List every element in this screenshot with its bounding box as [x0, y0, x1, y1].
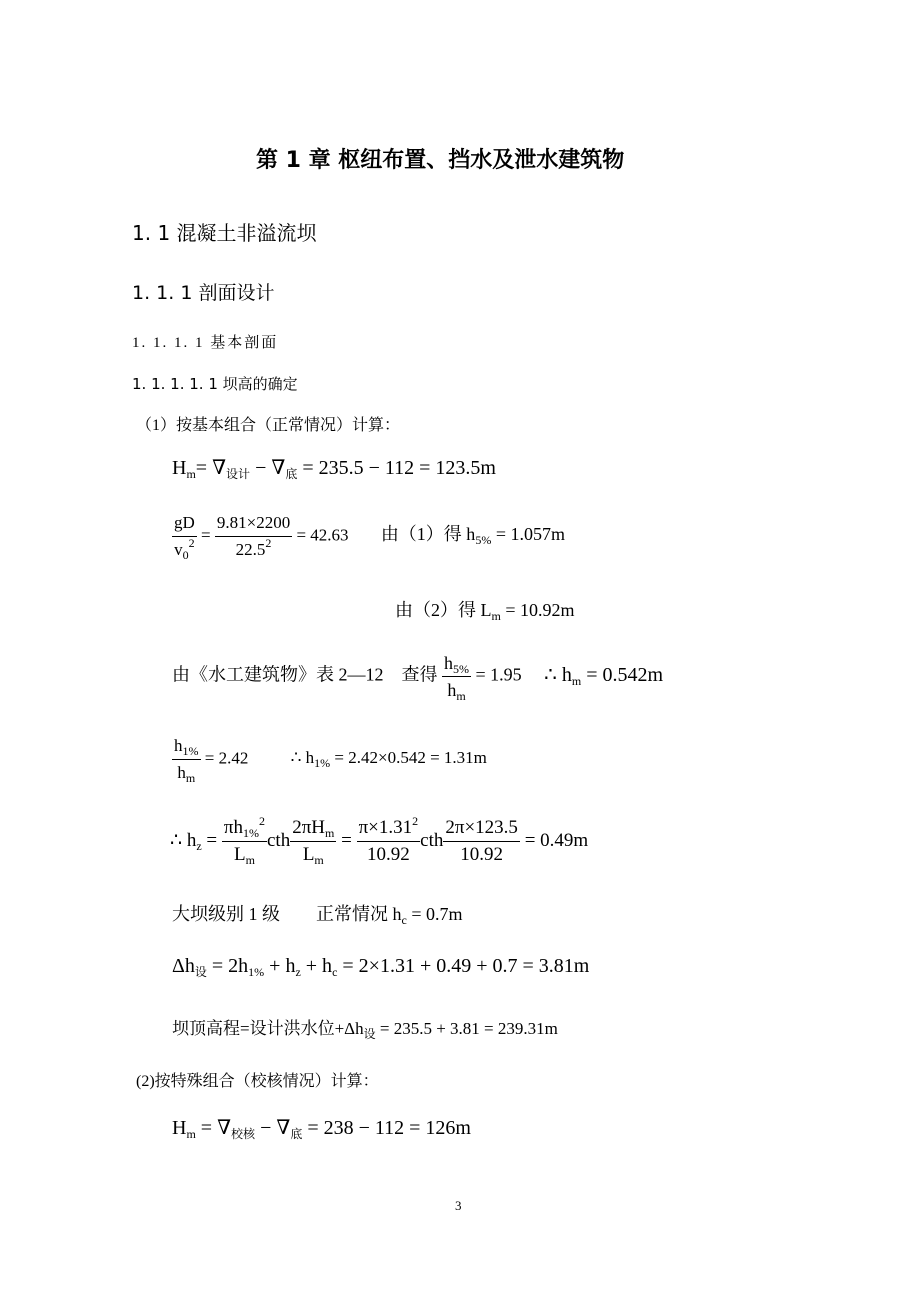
eq5-num-base: h — [174, 736, 183, 755]
case2-heading: (2)按特殊组合（校核情况）计算： — [136, 1073, 379, 1090]
equation-h5-ratio — [172, 650, 663, 703]
case1-heading: （1）按基本组合（正常情况）计算： — [136, 417, 401, 434]
eq6-f1-den-sub: m — [245, 853, 255, 867]
eq6-f2-num-base: 2πH — [292, 817, 326, 838]
eq6-f2-den — [290, 842, 336, 868]
eq2-note-prefix: 由（1）得 h — [380, 524, 476, 545]
equation-h1-ratio — [172, 733, 487, 786]
eq9-text: 坝顶高程=设计洪水位+Δh — [172, 1019, 364, 1038]
eq10-lhs-sub: m — [186, 1127, 196, 1141]
eq8-d-sub: c — [332, 965, 338, 979]
eq10-sub1: 校核 — [231, 1127, 256, 1141]
eq5-therefore-rest: = 2.42×0.542 = 1.31m — [330, 748, 487, 768]
eq2-den-sub: 0 — [182, 548, 189, 562]
eq10-lhs: H — [172, 1117, 187, 1139]
eq9-sub: 设 — [363, 1027, 376, 1041]
eq6-f2-num-sub: m — [325, 826, 335, 840]
eq2-rden-sup: 2 — [265, 536, 272, 550]
equation-lm — [395, 596, 575, 622]
eq5-therefore-sub: 1% — [314, 756, 331, 771]
eq4-den-sub: m — [456, 689, 466, 703]
eq2-note-sub: 5% — [475, 533, 492, 548]
eq6-f1-num-sup: 2 — [258, 814, 265, 828]
equation-hc — [172, 900, 462, 926]
eq1-sub1: 设计 — [226, 467, 251, 481]
eq8-d: + h — [300, 955, 333, 977]
eq8-rest: = 2×1.31 + 0.49 + 0.7 = 3.81m — [337, 955, 590, 977]
eq4-num-base: h — [444, 653, 453, 673]
eq5-therefore — [290, 748, 487, 771]
equation-crest-elevation — [172, 1014, 558, 1039]
page-number: 3 — [455, 1198, 462, 1213]
eq10-sym2: − ∇ — [255, 1117, 291, 1139]
eq9-rest: = 235.5 + 3.81 = 239.31m — [375, 1019, 558, 1038]
eq6-f1-num-sub: 1% — [242, 826, 259, 840]
eq6-f2-den-base: L — [302, 844, 315, 865]
eq10-rest: = 238 − 112 = 126m — [302, 1117, 471, 1139]
eq2-note — [380, 524, 565, 548]
eq6-prefix-sub: z — [196, 838, 202, 853]
eq2-rden — [215, 537, 292, 563]
eq6-frac-4 — [443, 815, 520, 868]
eq6-cth-2: cth — [420, 829, 444, 851]
eq6-f4-num: 2π×123.5 — [443, 815, 520, 842]
eq4-num-sub: 5% — [453, 662, 469, 676]
eq3-sub: m — [491, 609, 501, 623]
eq10-sub2: 底 — [290, 1127, 303, 1141]
eq6-f1-num — [222, 815, 267, 842]
eq6-f4-den: 10.92 — [460, 844, 504, 865]
equation-delta-h — [172, 955, 589, 978]
eq5-den-sub: m — [185, 771, 196, 785]
eq6-frac-2 — [290, 815, 336, 868]
eq4-prefix: 由《水工建筑物》表 2—12 查得 — [172, 664, 438, 685]
eq6-frac-1 — [222, 815, 267, 868]
eq2-den-sup: 2 — [188, 536, 195, 550]
eq6-result: = 0.49m — [519, 829, 589, 851]
eq6-f2-den-sub: m — [314, 853, 324, 867]
eq5-frac — [172, 733, 201, 786]
eq2-result: = 42.63 — [292, 525, 349, 545]
eq2-note-rest: = 1.057m — [491, 524, 565, 545]
eq6-f1-num-base: πh — [223, 817, 243, 838]
eq7-sub: c — [401, 913, 407, 927]
eq6-f3-num — [357, 815, 421, 842]
eq2-rden-base: 22.5 — [235, 540, 266, 559]
eq4-num — [442, 650, 471, 677]
eq7-text: 大坝级别 1 级 正常情况 h — [172, 904, 402, 924]
eq6-f3-num-base: π×1.31 — [358, 817, 413, 838]
eq7-rest: = 0.7m — [406, 904, 463, 924]
eq2-num: gD — [172, 510, 197, 537]
eq3-prefix: 由（2）得 L — [395, 600, 492, 620]
eq6-f1-den-base: L — [233, 844, 246, 865]
eq8-a-sub: 设 — [194, 965, 207, 979]
equation-hm-check — [172, 1115, 471, 1140]
eq2-frac-right — [215, 510, 292, 563]
eq6-f2-num — [290, 815, 336, 842]
eq4-mid: = 1.95 — [471, 664, 522, 685]
eq2-frac-left — [172, 510, 197, 563]
eq1-lhs-sub: m — [186, 467, 196, 481]
section-heading-1-1-1-1-1: 1. 1. 1. 1. 1 坝高的确定 — [132, 375, 298, 393]
eq1-sym2: − ∇ — [250, 457, 286, 479]
equation-hz: ∴ $h_z$ = $\frac{\pi h_{1\%}^2}{L_m}$ cth $\frac{2\pi H_m}{L_m}$ = $\frac{\pi\times 1.31^2}{10.92}$ cth $\frac{2\pi\times 123.5}{10.92}$ = 0.49m — [170, 814, 589, 867]
eq5-therefore-base: ∴ h — [290, 748, 315, 768]
eq8-a: Δh — [172, 955, 195, 977]
section-heading-1-1-1: 1. 1. 1 剖面设计 — [132, 282, 275, 304]
eq2-den-base: v — [174, 540, 183, 559]
eq4-therefore-base: ∴ h — [544, 663, 572, 686]
eq6-cth-1: cth — [266, 829, 291, 851]
eq5-num — [172, 733, 201, 760]
eq5-den-base: h — [177, 763, 186, 782]
eq1-sym1: = ∇ — [195, 457, 227, 479]
eq1-sub2: 底 — [285, 467, 298, 481]
eq3-rest: = 10.92m — [500, 600, 575, 620]
eq4-frac — [442, 650, 471, 703]
eq4-therefore-rest: = 0.542m — [581, 663, 664, 686]
eq4-den-base: h — [447, 680, 457, 700]
eq4-den — [442, 677, 471, 703]
section-heading-1-1-1-1: 1. 1. 1. 1 基本剖面 — [132, 335, 279, 351]
section-heading-1-1: 1. 1 混凝土非溢流坝 — [132, 221, 317, 245]
eq8-b-sub: 1% — [248, 965, 265, 979]
eq6-prefix: ∴ h — [170, 829, 197, 851]
eq6-frac-3 — [357, 815, 421, 868]
eq8-c: + h — [264, 955, 296, 977]
eq5-num-sub: 1% — [182, 744, 199, 758]
eq2-rnum: 9.81×2200 — [215, 510, 292, 537]
eq8-c-sub: z — [295, 965, 301, 979]
eq6-f3-den: 10.92 — [367, 844, 410, 865]
eq8-b: = 2h — [206, 955, 249, 977]
eq1-lhs: H — [172, 457, 187, 479]
eq6-f1-den — [222, 842, 267, 868]
eq5-mid: = 2.42 — [200, 748, 249, 768]
equation-gd-ratio: $\frac{gD}{v_0^2}$ = $\frac{9.81\times 2200}{22.5^2}$ = 42.63 由（1）得 $h_{5\%} = 1.057m$ — [172, 510, 565, 563]
eq1-rest: = 235.5 − 112 = 123.5m — [297, 457, 496, 479]
eq2-den — [172, 537, 197, 563]
chapter-title: 第 1 章 枢纽布置、挡水及泄水建筑物 — [256, 148, 625, 173]
eq4-therefore — [544, 664, 663, 686]
equation-hm-design — [172, 455, 496, 480]
eq4-therefore-sub: m — [571, 673, 582, 688]
eq10-sym1: = ∇ — [195, 1117, 232, 1139]
eq6-f3-num-sup: 2 — [412, 814, 419, 828]
eq5-den — [172, 760, 201, 786]
